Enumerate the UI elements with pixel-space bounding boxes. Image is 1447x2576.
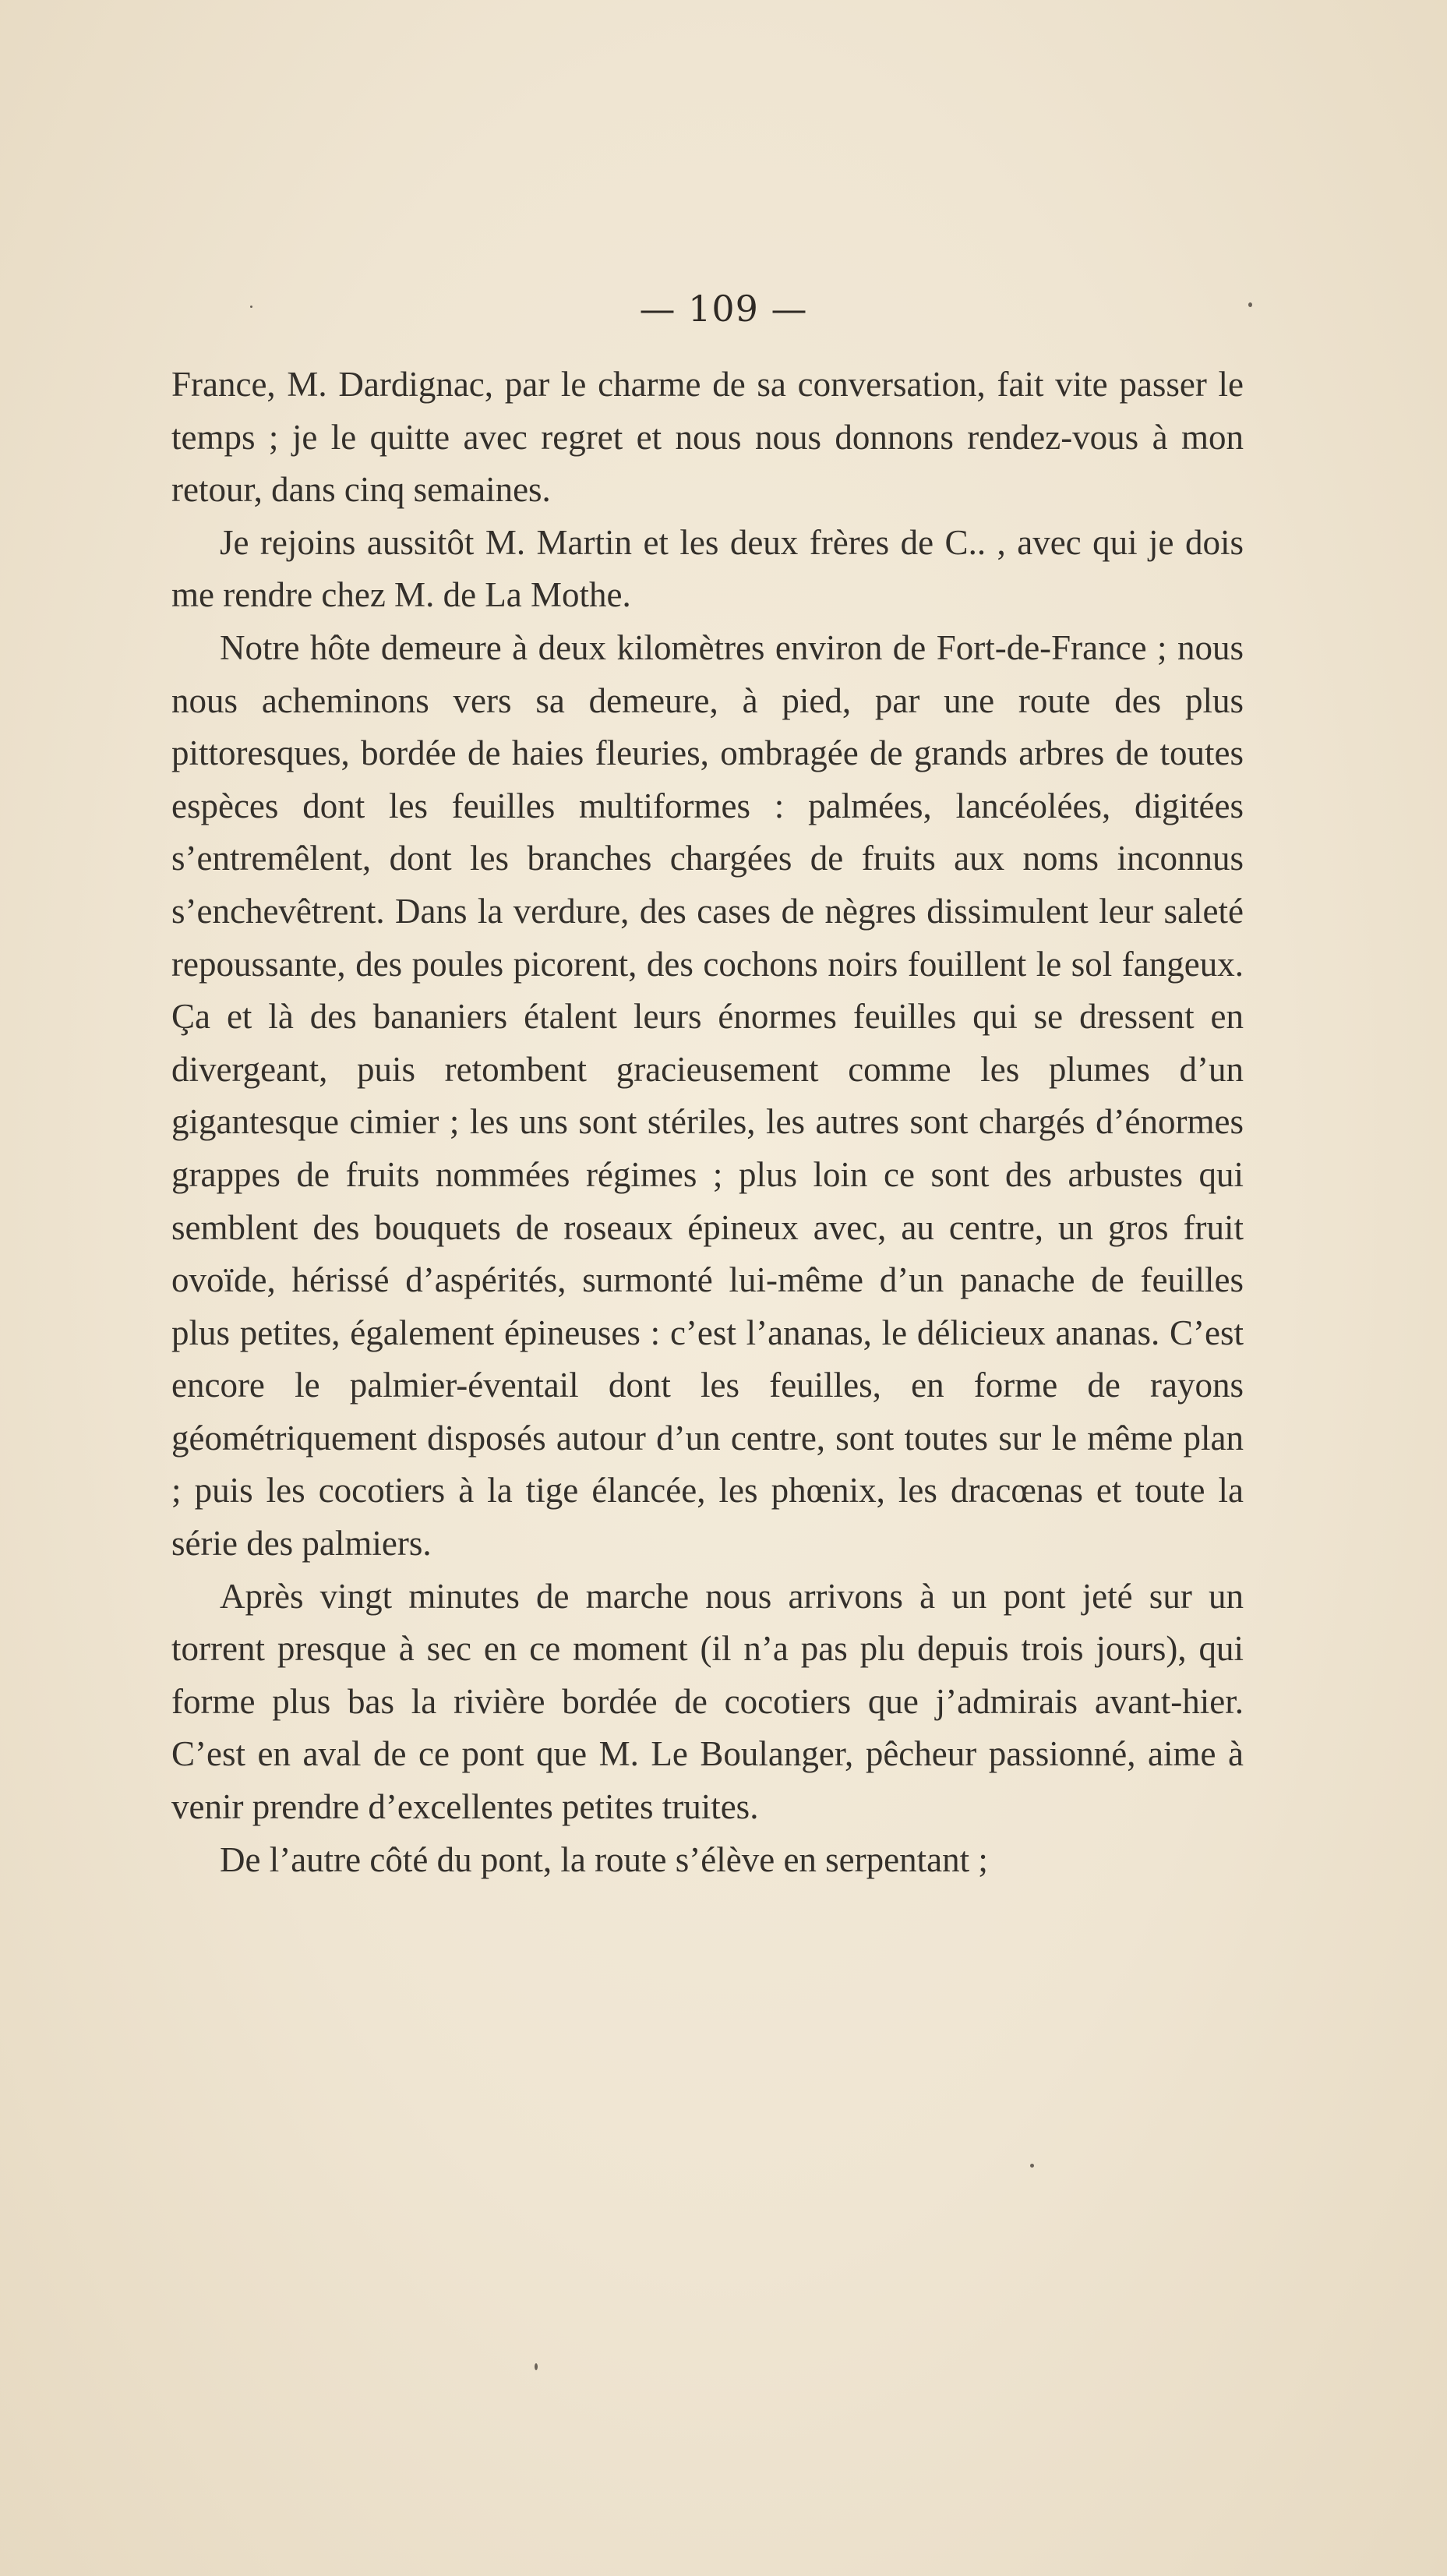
paragraph-3: Notre hôte demeure à deux kilomètres environ de Fort-de-France ; nous nous acheminons vers sa demeure, à pied, par une route des plus pittoresques, bordée de haies fleuries, ombragée de grands arbres de toutes espèces dont les feuilles multiformes : palmées, lancéolées, digitées s’entremêlent, dont les branches chargées de fruits aux noms inconnus s’enchevêtrent. Dans la verdure, des cases de nègres dissimulent leur saleté repoussante, des poules picorent, des cochons noirs fouillent le sol fangeux. Ça et là des bananiers étalent leurs énormes feuilles qui se dressent en divergeant, puis retombent gracieusement comme les plumes d’un gigantesque cimier ; les uns sont stériles, les autres sont chargés d’énormes grappes de fruits nommées régimes ; plus loin ce sont des arbustes qui semblent des bouquets de roseaux épineux avec, au centre, un gros fruit ovoïde, hérissé d’aspérités, surmonté lui-même d’un panache de feuilles plus petites, également épineuses : c’est l’ananas, le délicieux ananas. C’est encore le palmier-éventail dont les feuilles, en forme de rayons géométriquement disposés autour d’un centre, sont toutes sur le même plan ; puis les cocotiers à la tige élancée, les phœnix, les dracœnas et toute la série des palmiers. bbox=[171, 627, 1244, 1564]
body-text bbox=[171, 359, 1244, 1886]
paper-speck bbox=[1030, 2164, 1034, 2168]
paragraph-1: France, M. Dardignac, par le charme de sa conversation, fait vite passer le temps ; je le quitte avec regret et nous nous donnons rendez-vous à mon retour, dans cinq semaines. bbox=[171, 365, 1244, 510]
paragraph-5: De l’autre côté du pont, la route s’élève en serpentant ; bbox=[220, 1839, 988, 1879]
page-number: — 109 — bbox=[639, 288, 808, 330]
paragraph-4: Après vingt minutes de marche nous arrivons à un pont jeté sur un torrent presque à sec en ce moment (il n’a pas plu depuis trois jours), qui forme plus bas la rivière bordée de cocotiers que j’admirais avant-hier. C’est en aval de ce pont que M. Le Boulanger, pêcheur passionné, aime à venir prendre d’excellentes petites truites. bbox=[171, 1576, 1244, 1827]
paragraph-2: Je rejoins aussitôt M. Martin et les deux frères de C.. , avec qui je dois me rendre chez M. de La Mothe. bbox=[171, 522, 1244, 615]
paper-speck bbox=[1248, 302, 1252, 307]
paper-speck bbox=[250, 306, 252, 308]
paper-speck bbox=[535, 2363, 538, 2370]
